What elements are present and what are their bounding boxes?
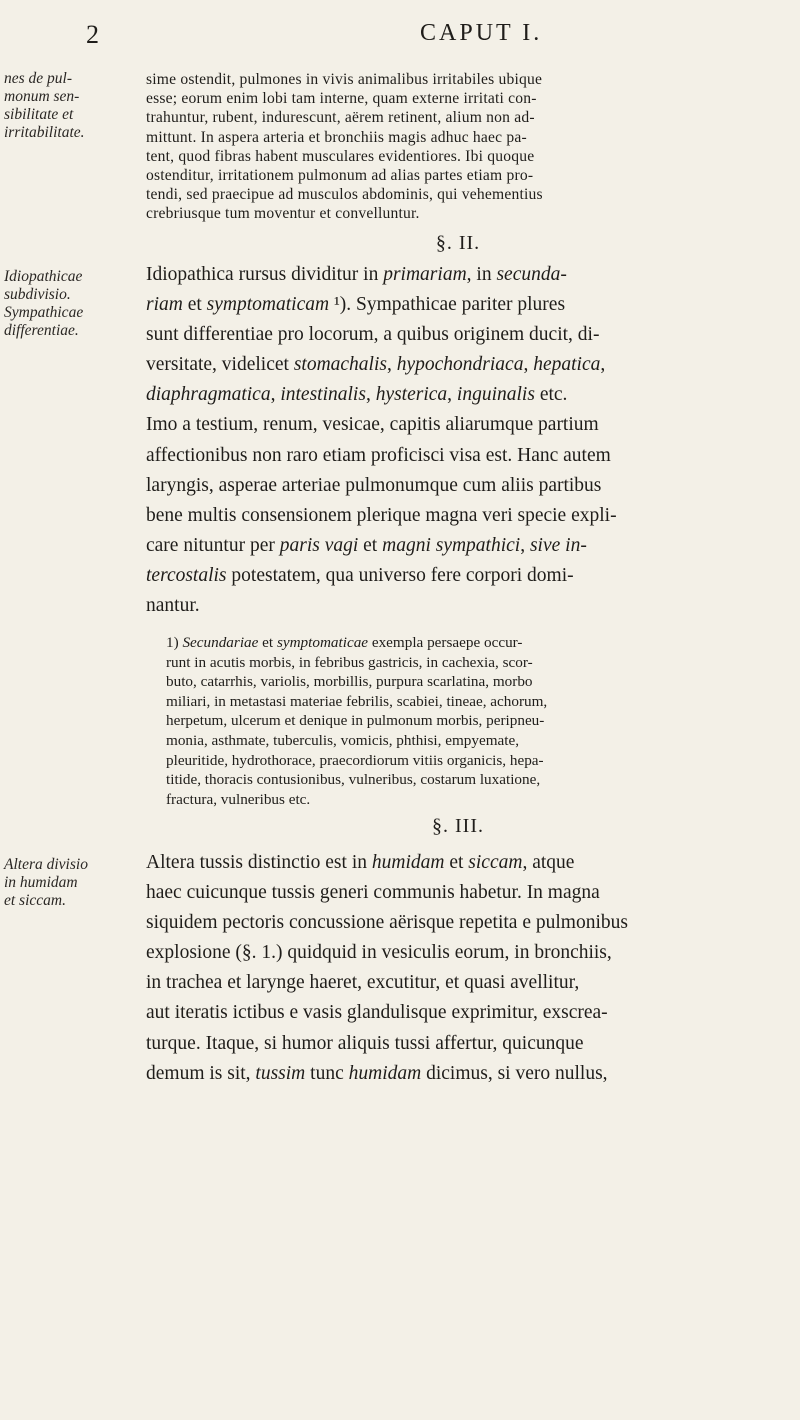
paragraph-1: [146, 70, 786, 224]
text-run: Altera tussis distinctio est in: [146, 852, 372, 873]
text-line: [146, 471, 786, 501]
text-run: secunda-: [496, 264, 567, 285]
margin-note-line: irritabilitate.: [4, 124, 85, 141]
text-run: in trachea et larynge haeret, excutitur, et quasi avellitur,: [146, 972, 580, 994]
text-run: sive in-: [529, 534, 587, 556]
text-run: magni sympathici: [382, 534, 521, 556]
text-run: runt in acutis morbis, in febribus gastricis, in cachexia, scor-: [166, 653, 533, 671]
text-line: [146, 591, 786, 621]
text-run: intestinalis: [280, 384, 366, 406]
text-run: et: [444, 852, 469, 873]
text-run: ,: [447, 384, 457, 406]
text-run: aut iteratis ictibus e vasis glandulisque exprimitur, exscrea-: [146, 1002, 608, 1024]
text-run: , in: [466, 264, 497, 285]
text-run: diaphragmatica: [146, 384, 271, 406]
text-run: ,: [270, 384, 281, 406]
page-number: 2: [86, 20, 100, 49]
text-run: paris vagi: [279, 534, 359, 556]
text-run: ,: [520, 534, 530, 556]
text-line: [146, 260, 786, 290]
text-line: mittunt. In aspera arteria et bronchiis magis adhuc haec pa-: [146, 128, 527, 146]
text-run: ,: [600, 354, 606, 376]
text-line: tent, quod fibras habent musculares evidentiores. Ibi quoque: [146, 147, 535, 165]
text-line: [146, 1059, 786, 1089]
text-run: Secundariae: [182, 634, 259, 651]
text-run: sunt differentiae pro locorum, a quibus originem ducit, di-: [146, 324, 600, 346]
text-run: monia, asthmate, tuberculis, vomicis, phthisi, empyemate,: [166, 731, 520, 749]
text-run: et: [182, 294, 207, 316]
text-run: explosione (§. 1.) quidquid in vesiculis eorum, in bronchiis,: [146, 942, 612, 964]
text-line: [146, 410, 786, 440]
text-run: tunc: [305, 1062, 349, 1084]
margin-note-idiopathic: [4, 268, 134, 340]
text-run: siccam: [468, 852, 523, 873]
text-run: , atque: [522, 852, 575, 873]
text-run: 1): [166, 634, 183, 651]
text-run: hypochondriaca: [396, 354, 524, 376]
text-line: [166, 672, 786, 692]
text-run: haec cuicunque tussis generi communis habetur. In magna: [146, 882, 600, 904]
text-run: ,: [365, 384, 376, 406]
text-line: [146, 968, 786, 998]
text-run: primariam: [383, 264, 467, 285]
section-3-text: [146, 848, 786, 1089]
text-run: pleuritide, hydrothorace, praecordiorum vitiis organicis, hepa-: [166, 751, 544, 769]
text-run: miliari, in metastasi materiae febrilis, scabiei, tineae, achorum,: [166, 692, 548, 710]
margin-note-line: et siccam.: [4, 892, 66, 909]
section-2-text: [146, 260, 786, 621]
text-run: dicimus, si vero nullus,: [421, 1062, 608, 1084]
text-run: care nituntur per: [146, 534, 280, 556]
running-head: CAPUT I.: [420, 20, 543, 46]
text-line: [146, 290, 786, 320]
text-run: versitate, videlicet: [146, 354, 294, 376]
text-run: turque. Itaque, si humor aliquis tussi affertur, quicunque: [146, 1032, 584, 1054]
text-line: [146, 441, 786, 471]
margin-note-sensibility: [4, 70, 134, 142]
text-run: ,: [523, 354, 534, 376]
margin-note-line: Altera divisio: [4, 856, 88, 873]
text-run: Idiopathica rursus dividitur in: [146, 264, 384, 285]
text-run: et: [258, 634, 277, 651]
margin-note-line: Idiopathicae: [4, 268, 83, 285]
section-2-heading: §. II.: [435, 232, 481, 254]
text-line: [146, 380, 786, 410]
margin-note-line: monum sen-: [4, 88, 80, 105]
margin-note-line: in humidam: [4, 874, 78, 891]
text-line: [146, 1029, 786, 1059]
text-run: laryngis, asperae arteriae pulmonumque cum aliis partibus: [146, 474, 602, 496]
text-line: [166, 653, 786, 673]
text-line: crebriusque tum moventur et convelluntur.: [146, 205, 420, 223]
text-run: symptomaticae: [276, 634, 369, 651]
text-line: [146, 531, 786, 561]
text-line: esse; eorum enim lobi tam interne, quam externe irritati con-: [146, 90, 537, 108]
text-run: Imo a testium, renum, vesicae, capitis aliarumque partium: [146, 414, 599, 436]
margin-note-line: subdivisio.: [4, 286, 71, 303]
text-line: [146, 878, 786, 908]
text-run: ,: [386, 354, 397, 376]
text-run: riam: [146, 294, 183, 316]
text-run: affectionibus non raro etiam proficisci visa est. Hanc autem: [146, 444, 611, 466]
text-run: inguinalis: [456, 384, 535, 406]
text-run: nantur.: [146, 595, 200, 617]
text-run: fractura, vulneribus etc.: [166, 790, 311, 808]
text-run: humidam: [371, 852, 445, 873]
text-run: tercostalis: [146, 564, 227, 586]
text-run: demum is sit,: [146, 1062, 256, 1084]
margin-note-line: nes de pul-: [4, 70, 73, 87]
text-run: buto, catarrhis, variolis, morbillis, purpura scarlatina, morbo: [166, 673, 533, 691]
text-run: symptomaticam: [206, 294, 330, 316]
text-run: potestatem, qua universo fere corpori domi-: [226, 564, 574, 586]
text-run: ¹). Sympathicae pariter plures: [329, 294, 566, 316]
text-line: [146, 561, 786, 591]
text-line: tendi, sed praecipue ad musculos abdominis, qui vehementius: [146, 186, 543, 204]
footnote: [146, 633, 786, 809]
text-line: [166, 770, 786, 790]
page-header: [0, 20, 800, 60]
text-line: [166, 633, 786, 653]
text-run: tussim: [255, 1062, 306, 1084]
text-line: [146, 908, 786, 938]
text-run: titide, thoracis contusionibus, vulneribus, costarum luxatione,: [166, 771, 541, 789]
text-run: herpetum, ulcerum et denique in pulmonum morbis, peripneu-: [166, 712, 545, 730]
text-run: et: [358, 534, 383, 556]
text-run: siquidem pectoris concussione aërisque repetita e pulmonibus: [146, 912, 628, 934]
text-line: [146, 320, 786, 350]
text-run: exempla persaepe occur-: [368, 634, 523, 651]
text-line: [166, 751, 786, 771]
text-line: [146, 501, 786, 531]
text-line: trahuntur, rubent, indurescunt, aërem retinent, alium non ad-: [146, 109, 535, 127]
text-line: sime ostendit, pulmones in vivis animalibus irritabiles ubique: [146, 71, 543, 88]
text-run: hysterica: [375, 384, 448, 406]
text-run: hepatica: [533, 354, 601, 376]
text-line: [146, 998, 786, 1028]
text-line: [166, 790, 786, 810]
text-run: etc.: [534, 384, 568, 406]
text-run: bene multis consensionem plerique magna veri specie expli-: [146, 504, 617, 526]
margin-note-line: sibilitate et: [4, 106, 74, 123]
text-run: stomachalis: [293, 354, 387, 376]
text-line: [166, 711, 786, 731]
margin-note-line: differentiae.: [4, 322, 79, 339]
text-run: humidam: [348, 1062, 422, 1084]
text-line: [146, 938, 786, 968]
text-line: [166, 731, 786, 751]
text-line: ostenditur, irritationem pulmonum ad alias partes etiam pro-: [146, 167, 534, 185]
margin-note-line: Sympathicae: [4, 304, 84, 321]
text-line: [146, 350, 786, 380]
text-line: [146, 848, 786, 878]
text-line: [166, 692, 786, 712]
margin-note-division: [4, 856, 134, 910]
section-3-heading: §. III.: [432, 815, 484, 837]
